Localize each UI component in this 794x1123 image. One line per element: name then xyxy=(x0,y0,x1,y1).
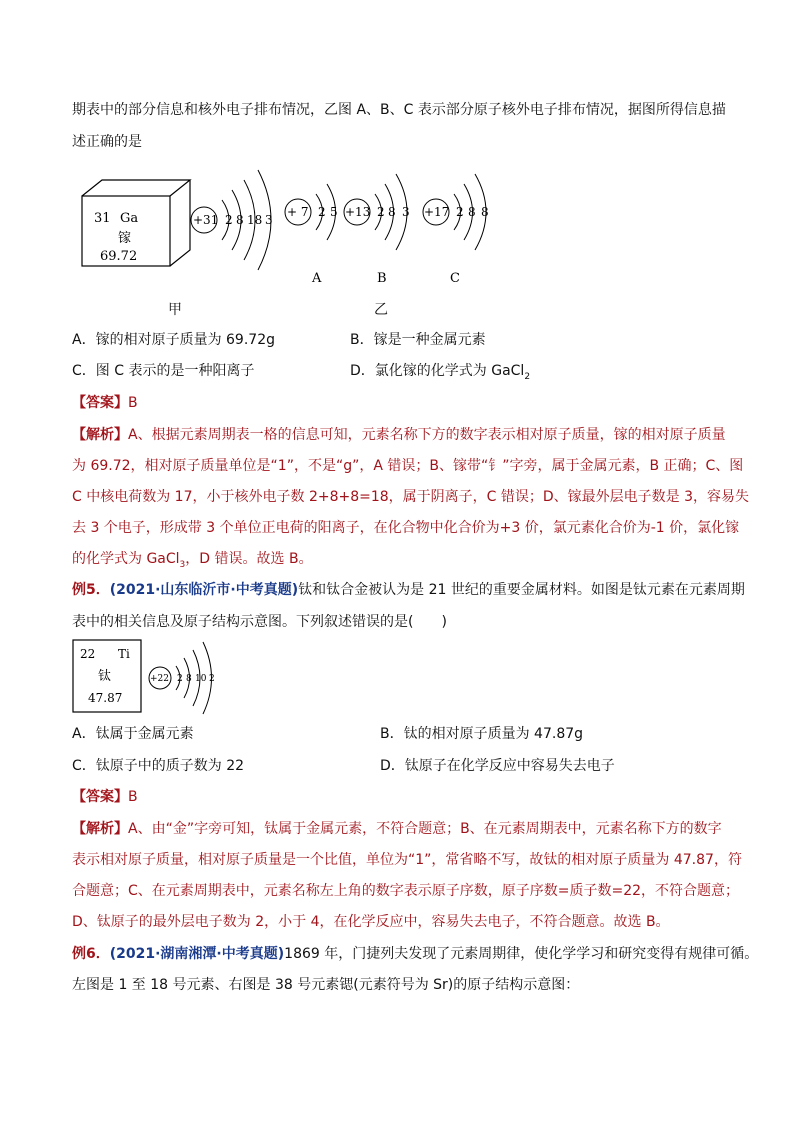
q4-analysis-line-1: 【解析】A、根据元素周期表一格的信息可知，元素名称下方的数字表示相对原子质量，镓的相对原子质量 xyxy=(72,427,726,443)
ex5-analysis-line-4: D、钛原子的最外层电子数为 2，小于 4，在化学反应中，容易失去电子，不符合题意。故选 B。 xyxy=(72,914,670,930)
q4-analysis-line-5: 的化学式为 GaCl$_3$，D 错误。故选 B。 xyxy=(72,551,313,570)
ti-shell-4: 2 xyxy=(209,674,215,684)
ex5-line-2: 表中的相关信息及原子结构示意图。下列叙述错误的是( ) xyxy=(72,614,447,630)
ex6-line-1: 例6．(2021·湖南湘潭·中考真题)1869 年，门捷列夫发现了元素周期律，使化学学习和研究变得有规律可循。 xyxy=(72,946,759,962)
figure-jia-yi xyxy=(72,160,512,320)
atom-b-shell-3: 3 xyxy=(402,205,410,219)
atom-b-label: B xyxy=(377,271,387,286)
intro-line-2: 述正确的是 xyxy=(72,134,142,150)
atom-b-shell-2: 8 xyxy=(388,205,396,219)
atom-c-shell-3: 8 xyxy=(481,205,489,219)
ex5-option-d: D．钛原子在化学反应中容易失去电子 xyxy=(380,758,615,774)
ex6-label: 例6． xyxy=(72,946,110,962)
ti-symbol: Ti xyxy=(118,647,130,661)
atom-a-charge: + 7 xyxy=(287,205,309,219)
atom-c-charge: +17 xyxy=(424,205,450,219)
ga-name: 镓 xyxy=(118,231,132,246)
atom-c-shell-1: 2 xyxy=(456,205,464,219)
q4-answer xyxy=(72,393,138,413)
ti-mass: 47.87 xyxy=(88,691,123,705)
ex5-source: (2021·山东临沂市·中考真题) xyxy=(109,582,299,598)
ti-shell-1: 2 xyxy=(177,674,183,684)
q4-option-d-subscript: 2 xyxy=(524,371,531,382)
q4-option-d: D．氯化镓的化学式为 GaCl$_2$ xyxy=(350,363,531,382)
ex5-option-b: B．钛的相对原子质量为 47.87g xyxy=(380,726,584,742)
ex5-option-a: A．钛属于金属元素 xyxy=(72,726,194,742)
q4-option-a: A．镓的相对原子质量为 69.72g xyxy=(72,332,275,348)
ex5-answer: 【答案】B xyxy=(72,789,138,805)
q4-analysis-line-2: 为 69.72，相对原子质量单位是“1”，不是“g”，A 错误；B、镓带“钅”字旁，属于金属元素，B 正确；C、图 xyxy=(72,458,744,474)
ex5-line-1: 例5．(2021·山东临沂市·中考真题)钛和钛合金被认为是 21 世纪的重要金属材料。如图是钛元素在元素周期 xyxy=(72,582,745,598)
ex6-source: (2021·湖南湘潭·中考真题) xyxy=(109,946,285,962)
ga-symbol: Ga xyxy=(120,211,139,226)
ga-shell-4: 3 xyxy=(265,213,273,227)
ex5-analysis-line-1: 【解析】A、由“金”字旁可知，钛属于金属元素，不符合题意；B、在元素周期表中，元素名称下方的数字 xyxy=(72,821,722,837)
atom-a-shell-1: 2 xyxy=(318,205,326,219)
caption-yi: 乙 xyxy=(374,302,388,318)
ex5-analysis-line-3: 合题意；C、在元素周期表中，元素名称左上角的数字表示原子序数，原子序数=质子数=22，不符合题意； xyxy=(72,883,740,899)
q4-answer-label: 【答案】 xyxy=(72,395,128,411)
q4-analysis-line-4: 去 3 个电子，形成带 3 个单位正电荷的阳离子，在化合物中化合价为+3 价，氯元素化合价为-1 价，氯化镓 xyxy=(72,520,740,536)
ga-shell-1: 2 xyxy=(225,213,233,227)
q4-option-b: B．镓是一种金属元素 xyxy=(350,332,486,348)
ti-nucleus-charge: +22 xyxy=(150,674,169,684)
atom-a-shell-2: 5 xyxy=(330,205,338,219)
ti-figure xyxy=(72,638,232,718)
ga-mass: 69.72 xyxy=(100,249,138,264)
ex5-label: 例5． xyxy=(72,582,110,598)
atom-c-label: C xyxy=(450,271,460,286)
q4-option-c: C．图 C 表示的是一种阳离子 xyxy=(72,363,255,379)
ga-nucleus-charge: +31 xyxy=(193,213,219,227)
ti-shell-3: 10 xyxy=(195,674,207,684)
q4-analysis-line-3: C 中核电荷数为 17，小于核外电子数 2+8+8=18，属于阴离子，C 错误；D、镓最外层电子数是 3，容易失 xyxy=(72,489,750,505)
q4-answer-value: B xyxy=(128,395,138,411)
atom-a-label: A xyxy=(312,271,322,286)
ti-number: 22 xyxy=(80,647,96,661)
caption-jia: 甲 xyxy=(168,302,182,318)
atom-b-charge: +13 xyxy=(345,205,371,219)
ga-shell-2: 8 xyxy=(236,213,244,227)
ga-shell-3: 18 xyxy=(247,213,263,227)
ti-shell-2: 8 xyxy=(186,674,192,684)
ex6-line-2: 左图是 1 至 18 号元素、右图是 38 号元素锶(元素符号为 Sr)的原子结构示意图： xyxy=(72,977,580,993)
ti-name: 钛 xyxy=(98,669,112,684)
ex5-option-c: C．钛原子中的质子数为 22 xyxy=(72,758,245,774)
ga-number: 31 xyxy=(94,211,111,226)
intro-line-1: 期表中的部分信息和核外电子排布情况，乙图 A、B、C 表示部分原子核外电子排布情况，据图所得信息描 xyxy=(72,102,726,118)
atom-c-shell-2: 8 xyxy=(468,205,476,219)
ex5-analysis-line-2: 表示相对原子质量，相对原子质量是一个比值，单位为“1”，常省略不写，故钛的相对原子质量为 47.87，符 xyxy=(72,852,742,868)
atom-b-shell-1: 2 xyxy=(377,205,385,219)
